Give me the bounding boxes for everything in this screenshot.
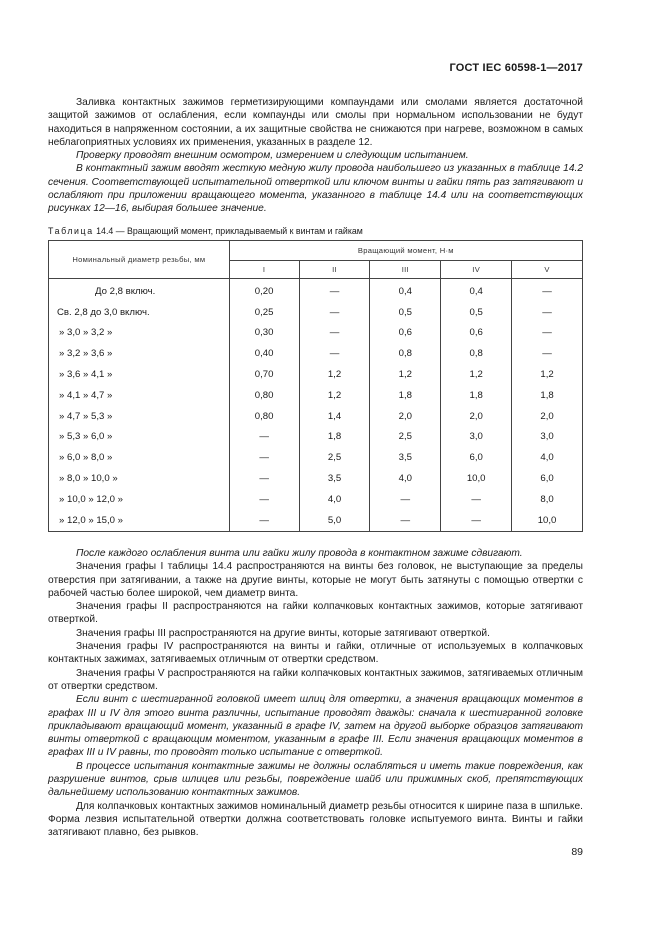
table-row (49, 385, 583, 406)
torque-cell: 3,0 (512, 427, 583, 448)
diameter-cell: » 3,2 » 3,6 » (49, 343, 230, 364)
after-table-text-block (48, 547, 583, 840)
torque-cell: 0,5 (370, 302, 441, 323)
paragraph: Значения графы II распространяются на гайки колпачковых контактных зажимов, которые затягивают отверткой. (48, 601, 583, 626)
diameter-cell: Св. 2,8 до 3,0 включ. (49, 302, 230, 323)
diameter-cell: » 4,7 » 5,3 » (49, 406, 230, 427)
torque-cell: 2,0 (512, 406, 583, 427)
torque-cell: — (512, 343, 583, 364)
table-row (49, 302, 583, 323)
torque-cell: — (512, 302, 583, 323)
torque-cell: 0,8 (441, 343, 512, 364)
torque-cell: 0,80 (229, 385, 299, 406)
torque-cell: 0,4 (370, 279, 441, 302)
table-row (49, 406, 583, 427)
torque-cell: 2,0 (370, 406, 441, 427)
paragraph: Значения графы IV распространяются на винты и гайки, отличные от используемых в колпачковых контактных зажимах, затягиваемых отличным от отвертки средством. (48, 641, 583, 666)
diameter-cell: До 2,8 включ. (49, 279, 230, 302)
paragraph: После каждого ослабления винта или гайки жилу провода в контактном зажиме сдвигают. (76, 548, 523, 559)
torque-cell: 2,5 (370, 427, 441, 448)
torque-cell: 5,0 (299, 510, 370, 531)
torque-cell: 0,6 (370, 323, 441, 344)
torque-table (48, 240, 583, 532)
table-row (49, 343, 583, 364)
column-header-v: V (512, 261, 583, 279)
torque-cell: — (299, 302, 370, 323)
torque-cell: 0,5 (441, 302, 512, 323)
torque-cell: 3,5 (299, 468, 370, 489)
torque-cell: — (229, 447, 299, 468)
table-row (49, 364, 583, 385)
torque-cell: 1,2 (299, 385, 370, 406)
table-row (49, 510, 583, 531)
paragraph: Заливка контактных зажимов герметизирующими компаундами или смолами является достаточной защитой зажимов от ослабления, если компаунды или смолы при нормальном использовании не будут находиться в напряженном состоянии, а их защитные свойства не снижаются при нагреве, возможном в самых неблагоприятных условиях их применения, указанных в разделе 12. (48, 97, 583, 148)
diameter-cell: » 4,1 » 4,7 » (49, 385, 230, 406)
paragraph: В контактный зажим вводят жесткую медную жилу провода наибольшего из указанных в таблице 14.2 сечения. Соответствующей испытательной отверткой или ключом винты и гайки пять раз затягивают и ослабляют при приложении вращающего момента, указанного в таблице 14.4 или на соответствующих рисунках 12—16, выбирая большее значение. (48, 163, 583, 215)
column-header-ii: II (299, 261, 370, 279)
page-number: 89 (571, 846, 583, 858)
torque-cell: 3,0 (441, 427, 512, 448)
table-caption-text: 14.4 — Вращающий момент, прикладываемый к винтам и гайкам (96, 226, 363, 236)
torque-cell: — (370, 510, 441, 531)
torque-cell: 8,0 (512, 489, 583, 510)
torque-cell: 1,8 (512, 385, 583, 406)
torque-cell: 0,8 (370, 343, 441, 364)
table-row (49, 447, 583, 468)
torque-cell: — (441, 510, 512, 531)
torque-cell: 6,0 (512, 468, 583, 489)
torque-cell: 10,0 (512, 510, 583, 531)
table-row (49, 468, 583, 489)
torque-cell: 1,2 (441, 364, 512, 385)
torque-cell: — (299, 279, 370, 302)
torque-cell: — (512, 323, 583, 344)
torque-cell: 4,0 (370, 468, 441, 489)
table-caption (48, 226, 363, 236)
torque-cell: 0,25 (229, 302, 299, 323)
table-row (49, 427, 583, 448)
torque-cell: — (229, 510, 299, 531)
paragraph: Значения графы V распространяются на гайки колпачковых контактных зажимов, затягиваемых отличным от отвертки средством. (48, 667, 583, 692)
torque-cell: 0,80 (229, 406, 299, 427)
torque-cell: — (229, 427, 299, 448)
torque-cell: 0,40 (229, 343, 299, 364)
torque-cell: 1,2 (299, 364, 370, 385)
torque-cell: 2,0 (441, 406, 512, 427)
torque-cell: — (229, 468, 299, 489)
torque-cell: 0,20 (229, 279, 299, 302)
torque-cell: — (370, 489, 441, 510)
paragraph: Значения графы III распространяются на другие винты, которые затягивают отверткой. (76, 627, 490, 639)
paragraph: Значения графы I таблицы 14.4 распространяются на винты без головок, не выступающие за пределы отверстия при затягивании, а также на другие винты, которые не могут быть затянуты с помощью отвертки с рабочей частью более широкой, чем диаметр винта. (48, 561, 583, 599)
diameter-cell: » 5,3 » 6,0 » (49, 427, 230, 448)
torque-cell: 6,0 (441, 447, 512, 468)
torque-cell: 4,0 (512, 447, 583, 468)
torque-cell: 1,8 (441, 385, 512, 406)
torque-cell: — (229, 489, 299, 510)
diameter-cell: » 12,0 » 15,0 » (49, 510, 230, 531)
diameter-cell: » 8,0 » 10,0 » (49, 468, 230, 489)
torque-cell: 1,2 (512, 364, 583, 385)
paragraph: Если винт с шестигранной головкой имеет шлиц для отвертки, а значения вращающих моментов в графах III и IV для этого винта различны, испытание проводят дважды: сначала к шестигранной головке прикладывают вращающий момент, указанный в графе IV, затем на другой выборке образцов затягивают винты отверткой с вращающим моментом, указанным в графе III. Если значения вращающих моментов в графах III и IV равны, то проводят только испытание с отверткой. (48, 694, 583, 759)
torque-cell: 1,2 (370, 364, 441, 385)
torque-cell: 0,30 (229, 323, 299, 344)
torque-cell: — (441, 489, 512, 510)
torque-cell: 1,4 (299, 406, 370, 427)
torque-cell: 4,0 (299, 489, 370, 510)
table-row (49, 279, 583, 302)
torque-cell: 3,5 (370, 447, 441, 468)
paragraph: Для колпачковых контактных зажимов номинальный диаметр резьбы относится к ширине паза в шпильке. Форма лезвия испытательной отвертки должна соответствовать головке испытуемого винта. Винты и гайки затягивают плавно, без рывков. (48, 800, 583, 839)
column-header-iii: III (370, 261, 441, 279)
header-torque: Вращающий момент, Н·м (229, 241, 582, 261)
torque-cell: 1,8 (299, 427, 370, 448)
column-header-i: I (229, 261, 299, 279)
torque-cell: — (299, 323, 370, 344)
torque-cell: — (299, 343, 370, 364)
torque-cell: 10,0 (441, 468, 512, 489)
torque-cell: 0,4 (441, 279, 512, 302)
table-row (49, 489, 583, 510)
torque-cell: 0,70 (229, 364, 299, 385)
table-caption-label: Таблица (48, 226, 94, 236)
diameter-cell: » 6,0 » 8,0 » (49, 447, 230, 468)
table-row (49, 323, 583, 344)
header-diameter: Номинальный диаметр резьбы, мм (49, 241, 230, 279)
diameter-cell: » 10,0 » 12,0 » (49, 489, 230, 510)
torque-cell: 2,5 (299, 447, 370, 468)
paragraph: В процессе испытания контактные зажимы не должны ослабляться и иметь такие повреждения, как разрушение винтов, срыв шлицев или резьбы, повреждение шайб или прижимных скоб, препятствующих дальнейшему использованию контактных зажимов. (48, 760, 583, 799)
standard-header: ГОСТ IEC 60598-1—2017 (449, 62, 583, 74)
diameter-cell: » 3,0 » 3,2 » (49, 323, 230, 344)
paragraph: Проверку проводят внешним осмотром, измерением и следующим испытанием. (76, 150, 469, 162)
torque-cell: 1,8 (370, 385, 441, 406)
diameter-cell: » 3,6 » 4,1 » (49, 364, 230, 385)
torque-cell: — (512, 279, 583, 302)
column-header-iv: IV (441, 261, 512, 279)
torque-cell: 0,6 (441, 323, 512, 344)
intro-text-block (48, 96, 583, 216)
